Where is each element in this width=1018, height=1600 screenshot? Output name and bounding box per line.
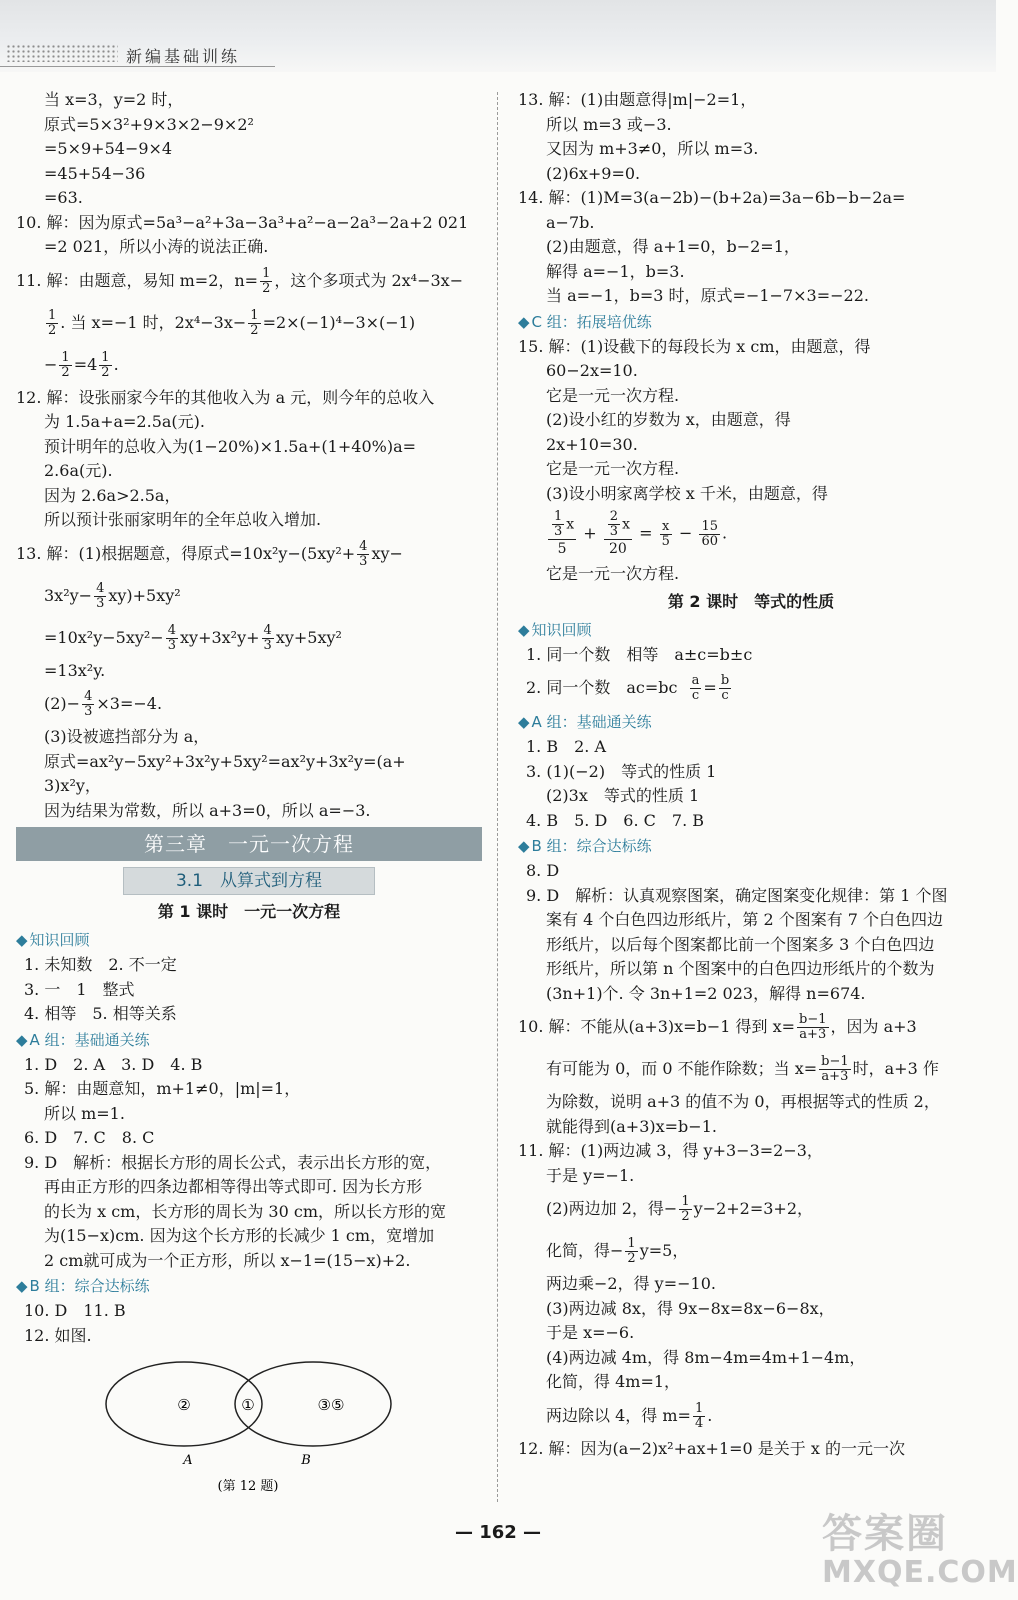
text-line: =45+54−36 [44, 163, 146, 183]
text: 10. 解：不能从(a+3)x=b−1 得到 x= [518, 1017, 796, 1036]
text-line: 形纸片，所以第 n 个图案中的白色四边形纸片的个数为 [546, 959, 935, 978]
text: 2. 同一个数 ac=bc [526, 678, 678, 697]
text-line: 解得 a=−1，b=3. [546, 261, 685, 281]
denominator: 20 [608, 541, 627, 557]
text: y−2+2=3+2， [693, 1199, 814, 1218]
text-line: 2x+10=30. [546, 434, 638, 454]
text-line: (2)设小红的岁数为 x，由题意，得 [546, 410, 791, 429]
text-line: 3)x²y， [44, 776, 101, 795]
fraction [552, 510, 564, 539]
diamond-icon: ◆ [16, 1030, 28, 1049]
numerator: b−1 [799, 1012, 827, 1027]
text-line: 6. D 7. C 8. C [24, 1128, 155, 1147]
answer-10: 10. 解：因为原式=5a³−a²+3a−3a³+a²−a−2a³−2a+2 021 [16, 212, 469, 232]
text-line: 60−2x=10. [546, 361, 638, 380]
text-line: 1. 同一个数 相等 a±c=b±c [526, 644, 753, 664]
text-line: 它是一元一次方程. [546, 564, 680, 583]
denominator: 2 [627, 1251, 636, 1266]
text-line: 10. D 11. B [24, 1301, 126, 1320]
numerator [548, 510, 576, 540]
text-line: 因为结果为常数，所以 a+3=0，所以 a=−3. [44, 800, 371, 820]
denominator: 2 [48, 322, 57, 338]
fraction [604, 510, 632, 558]
header-dot-pattern [6, 44, 118, 62]
numerator: a [691, 673, 700, 688]
text-line [16, 575, 482, 617]
set-a-label: A [183, 1453, 193, 1468]
answer-11 [16, 260, 482, 302]
fraction [357, 540, 369, 569]
chapter-banner: 第三章 一元一次方程 [16, 827, 482, 861]
text-line: a−7b. [546, 212, 595, 232]
text-line: 当 x=3，y=2 时， [44, 90, 184, 109]
operator: − [678, 523, 693, 543]
denominator: a+3 [799, 1027, 827, 1042]
text-line: 1. D 2. A 3. D 4. B [24, 1054, 203, 1074]
fraction [690, 674, 702, 703]
header-rule [0, 66, 275, 67]
fraction [719, 674, 731, 703]
section-heading [16, 1027, 482, 1053]
fraction [82, 690, 94, 719]
text-line: (2)6x+9=0. [546, 163, 641, 183]
text: y=5， [639, 1241, 689, 1260]
operator: + [583, 523, 597, 543]
text-line: 为除数，说明 a+3 的值不为 0，再根据等式的性质 2， [546, 1092, 940, 1111]
diamond-icon: ◆ [16, 931, 28, 949]
book-title: 新编基础训练 [126, 47, 241, 66]
text-line: 所以预计张丽家明年的全年总收入增加. [44, 510, 322, 529]
operator: = [639, 523, 653, 543]
denominator: a+3 [821, 1069, 849, 1084]
numerator: 1 [627, 1236, 636, 1251]
text: xy− [371, 543, 403, 563]
text-line: (4)两边减 4m，得 8m−4m=4m+1−4m， [546, 1347, 866, 1367]
text: 化简，得− [546, 1241, 624, 1260]
venn-svg [16, 1348, 482, 1498]
text-line: 的长为 x cm，长方形的周长为 30 cm，所以长方形的宽 [44, 1201, 446, 1221]
punctuation: . [721, 523, 728, 543]
text-line: =2 021，所以小涛的说法正确. [44, 237, 269, 256]
text-line: 就能得到(a+3)x=b−1. [546, 1116, 717, 1136]
text-line: 3. 一 1 整式 [24, 979, 135, 999]
text: (2)两边加 2，得− [546, 1199, 678, 1218]
text-line: 4. 相等 5. 相等关系 [24, 1004, 177, 1023]
fraction [608, 510, 620, 539]
text-line [16, 302, 482, 344]
fraction [166, 624, 178, 653]
section-heading-label: A 组：基础通关练 [531, 713, 652, 731]
text-line [518, 1048, 984, 1090]
text: 有可能为 0，而 0 不能作除数；当 x= [546, 1059, 818, 1078]
text-line: 预计明年的总收入为(1−20%)×1.5a+(1+40%)a= [44, 436, 417, 456]
text: xy+3x²y+ [180, 627, 260, 647]
page-number: — 162 — [454, 1522, 542, 1543]
text-line [518, 1230, 984, 1272]
text-line: 1. B 2. A [526, 737, 607, 756]
text: xy)+5xy² [108, 585, 181, 605]
diamond-icon: ◆ [518, 713, 530, 731]
text-line: 两边乘−2，得 y=−10. [546, 1274, 716, 1293]
denominator: 4 [694, 1415, 704, 1431]
text-line: 所以 m=1. [44, 1103, 125, 1123]
text: 13. 解：(1)根据题意，得原式=10x²y−(5xy²+ [16, 543, 356, 563]
answer-10-right [518, 1006, 984, 1048]
section-heading [518, 709, 984, 735]
section-banner: 3.1 从算式到方程 [123, 867, 375, 895]
text-line: 于是 y=−1. [546, 1165, 635, 1185]
text-line [16, 617, 482, 659]
text-line: 案有 4 个白色四边形纸片，第 2 个图案有 7 个白色四边 [546, 910, 944, 929]
fraction [248, 309, 260, 338]
text: ，因为 a+3 [830, 1017, 917, 1036]
section-heading [518, 617, 984, 643]
section-heading [518, 833, 984, 859]
denominator: 5 [661, 533, 670, 549]
column-divider [497, 92, 499, 1502]
right-column [518, 88, 984, 1461]
denominator: 2 [250, 322, 259, 338]
fraction [262, 624, 274, 653]
text-line: 因为 2.6a>2.5a， [44, 485, 181, 505]
fraction [679, 1195, 691, 1224]
text: ×3=−4. [96, 694, 163, 713]
numerator: 1 [48, 307, 57, 323]
text-line: (2)由题意，得 a+1=0，b−2=1， [546, 237, 800, 256]
text: 两边除以 4，得 m= [546, 1405, 691, 1425]
denominator: 3 [96, 595, 105, 611]
denominator: 2 [101, 364, 110, 380]
text: . 当 x=−1 时，2x⁴−3x− [60, 312, 247, 332]
denominator: 3 [263, 637, 272, 653]
text-line: 又因为 m+3≠0，所以 m=3. [546, 139, 759, 158]
text-line: 它是一元一次方程. [546, 385, 680, 405]
text-line: 化简，得 4m=1， [546, 1372, 681, 1391]
numerator: 1 [694, 1400, 704, 1416]
text-line: =5×9+54−9×4 [44, 139, 173, 158]
denominator: 3 [359, 553, 368, 569]
operator: = [703, 678, 717, 697]
text-line: (3)设小明家离学校 x 千米，由题意，得 [546, 483, 828, 503]
variable: x [566, 516, 575, 533]
fraction [660, 520, 672, 549]
text: . [113, 354, 119, 374]
numerator: 2 [609, 509, 619, 524]
text: . [707, 1405, 713, 1425]
text-line: 2 cm就可成为一个正方形，所以 x−1=(15−x)+2. [44, 1250, 411, 1270]
denominator: c [721, 688, 729, 703]
numerator: 1 [101, 349, 110, 365]
fraction [94, 582, 106, 611]
watermark [822, 1502, 1018, 1594]
numerator: b [720, 673, 730, 688]
diamond-icon: ◆ [518, 620, 530, 639]
fraction [46, 309, 58, 338]
section-heading-label: 知识回顾 [531, 620, 592, 639]
text: =10x²y−5xy²− [44, 627, 164, 647]
text-line: =13x²y. [44, 660, 106, 680]
numerator: 1 [554, 509, 563, 524]
denominator: 60 [701, 533, 718, 549]
numerator [604, 510, 632, 540]
text-line: 原式=ax²y−5xy²+3x²y+5xy²=ax²y+3x²y=(a+ [44, 751, 406, 771]
numerator: 4 [263, 622, 272, 638]
venn-middle-label: ① [241, 1396, 255, 1414]
watermark-line-2: MXQE.COM [822, 1555, 1018, 1590]
variable: x [622, 516, 630, 533]
text: xy+5xy² [275, 627, 342, 647]
text-line: (2)3x 等式的性质 1 [546, 786, 700, 805]
text-line: 9. D 解析：认真观察图案，确定图案变化规律：第 1 个图 [526, 885, 948, 905]
fraction [59, 351, 71, 380]
text-line: 2.6a(元). [44, 461, 113, 480]
text-line: 4. B 5. D 6. C 7. B [526, 810, 704, 830]
numerator: x [660, 520, 672, 535]
text: =4 [73, 354, 98, 374]
numerator: b−1 [821, 1054, 849, 1069]
text: 3x²y− [44, 585, 93, 605]
venn-right-label: ③⑤ [317, 1396, 345, 1414]
figure-caption: (第 12 题) [217, 1479, 279, 1494]
lesson-title: 第 2 课时 等式的性质 [667, 591, 835, 611]
section-heading-label: C 组：拓展培优练 [531, 312, 652, 331]
answer-13-right: 13. 解：(1)由题意得|m|−2=1， [518, 90, 757, 109]
text-line [518, 1188, 984, 1230]
numerator: 4 [84, 689, 93, 704]
answer-12: 12. 解：设张丽家今年的其他收入为 a 元，则今年的总收入 [16, 387, 435, 407]
text: =2×(−1)⁴−3×(−1) [262, 312, 416, 332]
text-line: 1. 未知数 2. 不一定 [24, 955, 177, 974]
text-line [518, 1395, 984, 1437]
text-line [518, 667, 984, 709]
section-heading-label: A 组：基础通关练 [29, 1030, 150, 1049]
diamond-icon: ◆ [518, 837, 530, 855]
lesson-title: 第 1 课时 一元一次方程 [157, 902, 341, 921]
numerator: 4 [96, 580, 105, 596]
watermark-line-1: 答案圈 [822, 1511, 948, 1557]
text-line: 于是 x=−6. [546, 1323, 635, 1342]
section-heading-label: 知识回顾 [29, 931, 90, 949]
section-heading [16, 927, 482, 953]
section-heading [16, 1273, 482, 1299]
venn-left-label: ② [177, 1396, 191, 1414]
numerator: 4 [167, 622, 176, 638]
answer-15: 15. 解：(1)设截下的每段长为 x cm，由题意，得 [518, 336, 871, 356]
text-line: 12. 如图. [24, 1325, 92, 1345]
denominator: 2 [681, 1209, 690, 1224]
denominator: c [691, 688, 700, 703]
denominator: 3 [609, 524, 619, 539]
text: ，这个多项式为 2x⁴−3x− [274, 270, 464, 290]
numerator: 1 [250, 307, 259, 323]
denominator: 3 [167, 637, 176, 653]
numerator: 1 [681, 1194, 690, 1209]
numerator: 1 [61, 349, 70, 365]
text-line: (3)两边减 8x，得 9x−8x=8x−6−8x， [546, 1298, 835, 1318]
fraction [548, 510, 576, 558]
text-line: 为(15−x)cm. 因为这个长方形的长减少 1 cm，宽增加 [44, 1226, 435, 1245]
denominator: 3 [554, 524, 563, 539]
answer-13 [16, 533, 482, 575]
diamond-icon: ◆ [518, 312, 530, 331]
text-line: 原式=5×3²+9×3×2−9×2² [44, 114, 254, 134]
text-line: (3)设被遮挡部分为 a， [44, 727, 210, 746]
fraction [99, 351, 111, 380]
fraction [819, 1055, 851, 1084]
text: (2)− [44, 694, 81, 713]
section-heading-label: B 组：综合达标练 [29, 1277, 150, 1295]
numerator: 15 [701, 518, 718, 534]
denominator: 3 [84, 704, 93, 719]
answer-14: 14. 解：(1)M=3(a−2b)−(b+2a)=3a−6b−b−2a= [518, 188, 906, 207]
text-line: 8. D [526, 861, 560, 880]
left-column [16, 88, 482, 1498]
numerator: 4 [359, 538, 368, 554]
text-line: 3. (1)(−2) 等式的性质 1 [526, 761, 717, 781]
text-line: (3n+1)个. 令 3n+1=2 023，解得 n=674. [546, 983, 866, 1003]
fraction [797, 1013, 829, 1042]
text: 时，a+3 作 [852, 1059, 939, 1078]
text: 11. 解：由题意，易知 m=2，n= [16, 270, 259, 290]
text-line: 为 1.5a+a=2.5a(元). [44, 412, 205, 431]
answer-12-right: 12. 解：因为(a−2)x²+ax+1=0 是关于 x 的一元一次 [518, 1438, 906, 1458]
text-line [16, 344, 482, 386]
text-line: 所以 m=3 或−3. [546, 114, 672, 134]
complex-fraction-equation [518, 506, 984, 562]
text-line: 形纸片，以后每个图案都比前一个图案多 3 个白色四边 [546, 934, 935, 954]
text-line: 它是一元一次方程. [546, 459, 680, 478]
set-b-ellipse [235, 1362, 391, 1446]
fraction [625, 1237, 637, 1266]
text-line: 9. D 解析：根据长方形的周长公式，表示出长方形的宽， [24, 1152, 442, 1172]
fraction [693, 1402, 705, 1431]
text-line [16, 683, 482, 725]
text: − [44, 354, 58, 374]
text-line: =63. [44, 188, 83, 207]
set-b-label: B [301, 1453, 311, 1468]
text-line: 再由正方形的四条边都相等得出等式即可. 因为长方形 [44, 1177, 423, 1196]
numerator: 1 [262, 265, 271, 281]
fraction [699, 520, 720, 549]
section-heading [518, 309, 984, 335]
text-line: 当 a=−1，b=3 时，原式=−1−7×3=−22. [546, 286, 869, 305]
section-heading-label: B 组：综合达标练 [531, 837, 652, 855]
venn-diagram [16, 1348, 482, 1498]
denominator: 2 [262, 280, 271, 296]
text-line: 5. 解：由题意知，m+1≠0，|m|=1， [24, 1079, 301, 1098]
denominator: 2 [61, 364, 70, 380]
diamond-icon: ◆ [16, 1277, 28, 1295]
answer-11-right: 11. 解：(1)两边减 3，得 y+3−3=2−3， [518, 1141, 823, 1160]
fraction [260, 267, 272, 296]
denominator: 5 [557, 541, 567, 557]
